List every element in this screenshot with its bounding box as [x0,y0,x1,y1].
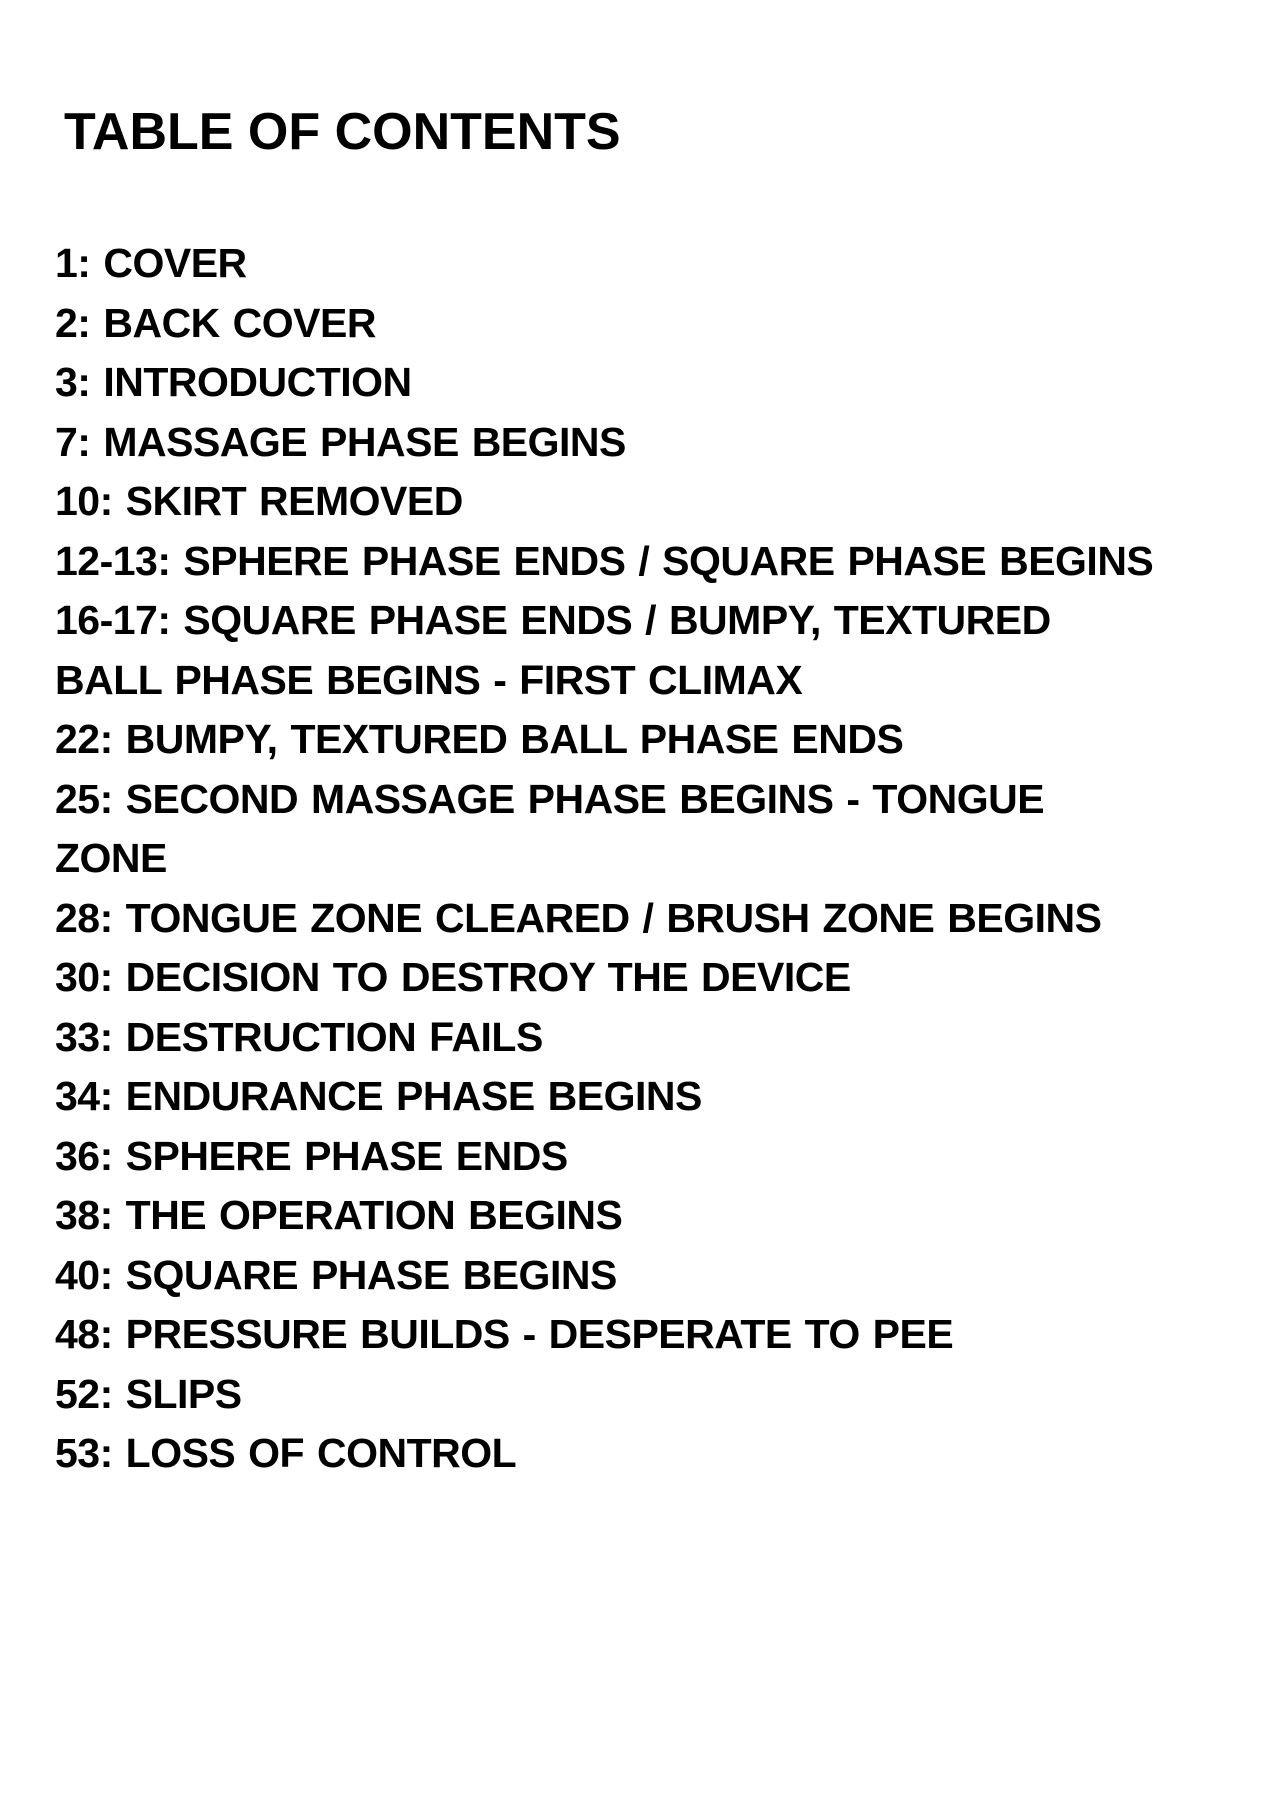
toc-entry: 30: DECISION TO DESTROY THE DEVICE [55,954,851,1000]
toc-entry: 34: ENDURANCE PHASE BEGINS [55,1073,702,1119]
toc-entry: 33: DESTRUCTION FAILS [55,1013,543,1060]
toc-entry: 2: BACK COVER [55,299,376,346]
page-title: TABLE OF CONTENTS [64,103,621,161]
toc-entry: 10: SKIRT REMOVED [55,478,463,524]
toc-entry: 48: PRESSURE BUILDS - DESPERATE TO PEE [55,1311,954,1357]
toc-entry: 38: THE OPERATION BEGINS [55,1192,623,1238]
toc-entry: 53: LOSS OF CONTROL [55,1430,517,1476]
toc-entry: 22: BUMPY, TEXTURED BALL PHASE ENDS [55,716,904,762]
toc-entry: 7: MASSAGE PHASE BEGINS [55,418,626,465]
toc-entry: 40: SQUARE PHASE BEGINS [55,1251,617,1298]
toc-entry: 28: TONGUE ZONE CLEARED / BRUSH ZONE BEGINS [55,894,1102,941]
toc-entry: 1: COVER [55,240,247,286]
toc-entry: 12-13: SPHERE PHASE ENDS / SQUARE PHASE BEGINS [55,537,1154,584]
toc-entry: 52: SLIPS [55,1370,242,1417]
toc-list [55,234,1165,1484]
toc-entry: 25: SECOND MASSAGE PHASE BEGINS - TONGUE ZONE [55,775,1045,881]
toc-entry: 3: INTRODUCTION [55,359,412,405]
toc-entry: 16-17: SQUARE PHASE ENDS / BUMPY, TEXTURED BALL PHASE BEGINS - FIRST CLIMAX [55,597,1051,703]
toc-entry: 36: SPHERE PHASE ENDS [55,1132,568,1179]
